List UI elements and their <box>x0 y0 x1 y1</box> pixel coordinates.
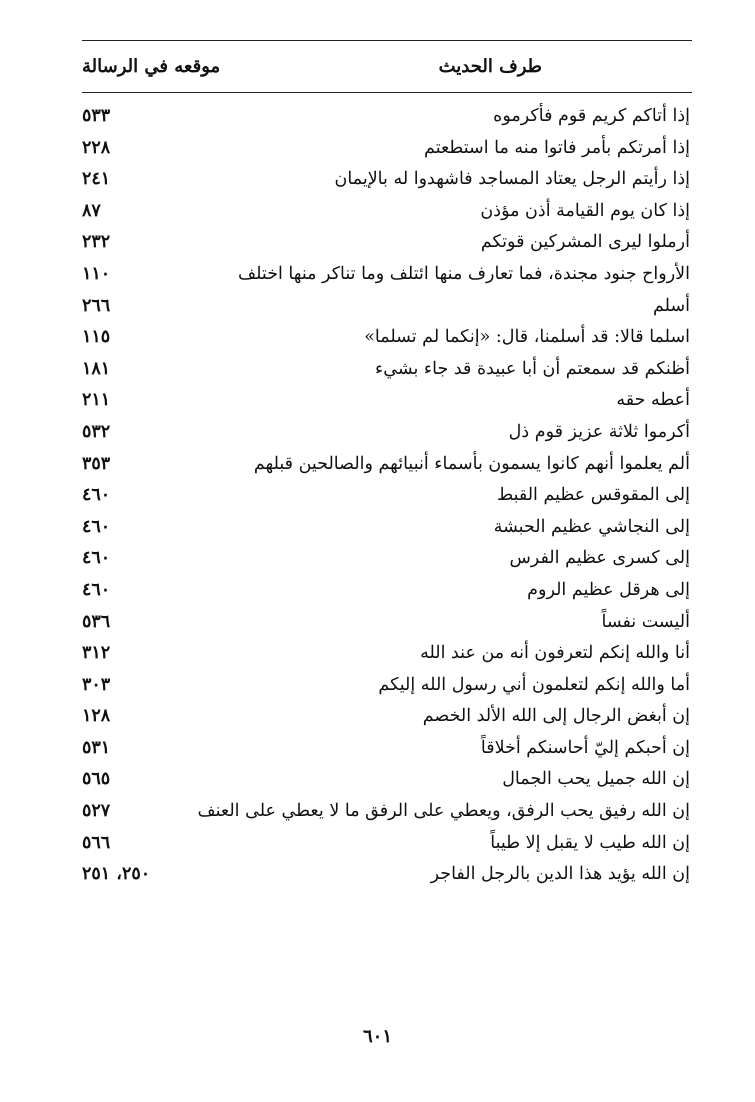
hadith-text: إذا كان يوم القيامة أذن مؤذن <box>480 200 690 221</box>
hadith-text: إذا رأيتم الرجل يعتاد المساجد فاشهدوا له بالإيمان <box>334 169 690 190</box>
table-row <box>82 353 692 385</box>
hadith-location: ٢٣٢ <box>82 232 111 253</box>
hadith-location: ١٢٨ <box>82 706 111 727</box>
table-row <box>82 606 692 638</box>
table-row <box>82 132 692 164</box>
hadith-text: أرملوا ليرى المشركين قوتكم <box>480 232 690 253</box>
hadith-location: ٥٦٥ <box>82 769 111 790</box>
table-row <box>82 479 692 511</box>
hadith-location: ٤٦٠ <box>82 516 111 537</box>
hadith-text: أظنكم قد سمعتم أن أبا عبيدة قد جاء بشيء <box>375 358 690 379</box>
table-row <box>82 763 692 795</box>
hadith-location: ٤٦٠ <box>82 579 111 600</box>
hadith-location: ٥٢٧ <box>82 801 111 822</box>
hadith-text: إن الله طيب لا يقبل إلا طيباً <box>490 832 690 853</box>
hadith-location: ٢٢٨ <box>82 137 111 158</box>
table-header <box>82 48 692 88</box>
hadith-text: إلى المقوقس عظيم القبط <box>496 485 690 506</box>
table-row <box>82 321 692 353</box>
table-row <box>82 858 692 890</box>
page-number: ٦٠١ <box>362 1026 392 1047</box>
hadith-text: أسلم <box>653 295 690 316</box>
hadith-text: إن أحبكم إليّ أحاسنكم أخلاقاً <box>480 737 690 758</box>
table-row <box>82 384 692 416</box>
table-row <box>82 416 692 448</box>
hadith-text: إذا أمرتكم بأمر فاتوا منه ما استطعتم <box>424 137 690 158</box>
hadith-location: ١٨١ <box>82 358 111 379</box>
hadith-location: ٥٣٢ <box>82 421 111 442</box>
hadith-location: ٨٧ <box>82 200 101 221</box>
hadith-text: أعطه حقه <box>616 390 690 411</box>
table-row <box>82 258 692 290</box>
hadith-location: ٣٥٣ <box>82 453 111 474</box>
table-row <box>82 448 692 480</box>
table-row <box>82 100 692 132</box>
hadith-location: ٥٣٣ <box>82 106 111 126</box>
header-rule <box>82 92 692 93</box>
hadith-location: ٥٦٦ <box>82 832 111 853</box>
hadith-location: ٢٥٠، ٢٥١ <box>82 864 151 885</box>
hadith-location: ١١٥ <box>82 327 111 348</box>
top-rule <box>82 40 692 41</box>
hadith-text: ألم يعلموا أنهم كانوا يسمون بأسماء أنبيائهم والصالحين قبلهم <box>253 453 690 474</box>
table-row <box>82 163 692 195</box>
hadith-location: ٥٣٦ <box>82 611 111 632</box>
hadith-column-header: طرف الحديث <box>438 56 542 77</box>
hadith-location: ٢١١ <box>82 390 111 411</box>
hadith-location: ١١٠ <box>82 263 111 284</box>
hadith-text: أليست نفساً <box>601 611 690 632</box>
hadith-text: إن أبغض الرجال إلى الله الألد الخصم <box>422 706 690 727</box>
table-row <box>82 700 692 732</box>
hadith-location: ٤٦٠ <box>82 548 111 569</box>
hadith-text: إن الله يؤيد هذا الدين بالرجل الفاجر <box>430 864 690 885</box>
table-row <box>82 637 692 669</box>
hadith-text: أما والله إنكم لتعلمون أني رسول الله إليكم <box>378 674 690 695</box>
hadith-text: إن الله رفيق يحب الرفق، ويعطي على الرفق ما لا يعطي على العنف <box>197 801 690 822</box>
hadith-location: ٣١٢ <box>82 643 111 664</box>
hadith-index-table <box>82 100 692 890</box>
hadith-text: إن الله جميل يحب الجمال <box>502 769 690 790</box>
table-row <box>82 542 692 574</box>
table-row <box>82 511 692 543</box>
hadith-text: أنا والله إنكم لتعرفون أنه من عند الله <box>420 643 690 664</box>
table-row <box>82 195 692 227</box>
hadith-text: إلى هرقل عظيم الروم <box>527 579 690 600</box>
hadith-text: اسلما قالا: قد أسلمنا، قال: «إنكما لم تسلما» <box>364 327 690 348</box>
location-column-header: موقعه في الرسالة <box>82 56 221 77</box>
hadith-text: إذا أتاكم كريم قوم فأكرموه <box>493 106 690 126</box>
hadith-location: ٤٦٠ <box>82 485 111 506</box>
hadith-text: إلى النجاشي عظيم الحبشة <box>493 516 690 537</box>
table-row <box>82 226 692 258</box>
hadith-text: الأرواح جنود مجندة، فما تعارف منها ائتلف وما تناكر منها اختلف <box>238 263 690 284</box>
hadith-text: إلى كسرى عظيم الفرس <box>509 548 690 569</box>
table-row <box>82 827 692 859</box>
table-row <box>82 574 692 606</box>
hadith-text: أكرموا ثلاثة عزيز قوم ذل <box>508 421 690 442</box>
hadith-location: ٥٣١ <box>82 737 111 758</box>
hadith-location: ٢٤١ <box>82 169 111 190</box>
table-row <box>82 732 692 764</box>
table-row <box>82 290 692 322</box>
table-row <box>82 669 692 701</box>
hadith-location: ٢٦٦ <box>82 295 111 316</box>
table-row <box>82 795 692 827</box>
hadith-location: ٣٠٣ <box>82 674 111 695</box>
